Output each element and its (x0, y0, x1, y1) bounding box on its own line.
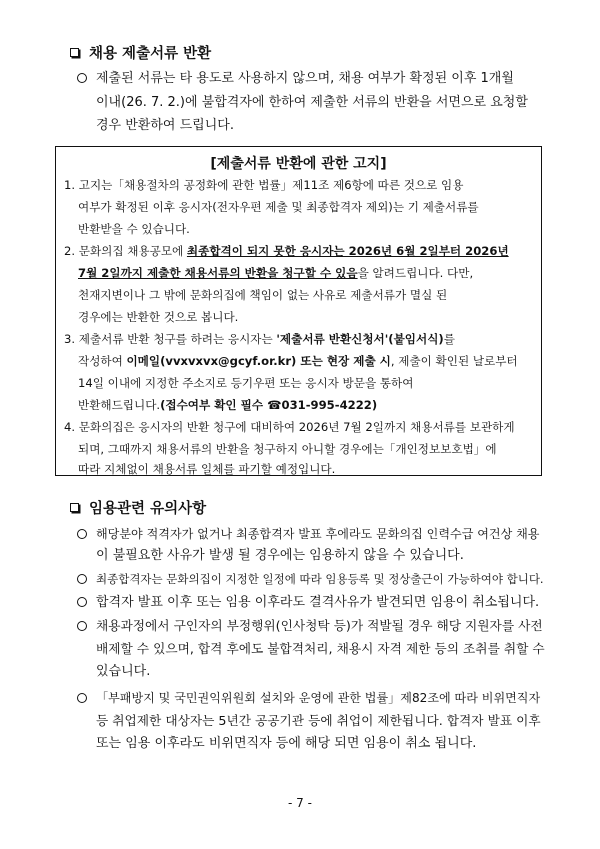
notice-item-3-line: 반환해드립니다.(접수여부 확인 필수 ☎031-995-4222) (78, 398, 378, 412)
circle-bullet-icon (77, 597, 87, 607)
notice-emphasis: 최종합격이 되지 못한 응시자는 2026년 6월 2일부터 2026년 (186, 244, 509, 258)
notice-item-4-line: 4. 문화의집은 응시자의 반환 청구에 대비하여 2026년 7월 2일까지 채용서류를 보관하게 (64, 420, 515, 434)
bullet-line: 「부패방지 및 국민권익위원회 설치와 운영에 관한 법률」제82조에 따라 비위면직자 (77, 689, 540, 707)
notice-item-2-line: 2. 문화의집 채용공모에 최종합격이 되지 못한 응시자는 2026년 6월 2일부터 2026년 (64, 244, 509, 258)
notice-item-1-line: 반환받을 수 있습니다. (78, 222, 190, 236)
page-number: - 7 - (288, 796, 312, 810)
bullet-line-cont: 배제할 수 있으며, 합격 후에도 불합격처리, 채용시 자격 제한 등의 조취를 취할 수 (96, 641, 545, 656)
notice-item-2-line: 경우에는 반환한 것으로 봅니다. (78, 310, 239, 324)
section-heading-text: 채용 제출서류 반환 (89, 46, 212, 62)
square-bullet-icon (70, 503, 79, 512)
section-heading-text: 임용관련 유의사항 (89, 501, 207, 517)
circle-bullet-icon (77, 693, 87, 703)
section-heading-document-return (70, 42, 211, 63)
notice-item-3-line: 14일 이내에 지정한 주소지로 등기우편 또는 응시자 방문을 통하여 (78, 376, 414, 390)
circle-bullet-icon (77, 529, 87, 539)
notice-item-4-line: 되며, 그때까지 채용서류의 반환을 청구하지 아니할 경우에는「개인정보보호법」에 (78, 442, 497, 456)
bullet-line-cont: 이내(26. 7. 2.)에 불합격자에 한하여 제출한 서류의 반환을 서면으로 요청할 (96, 95, 528, 110)
circle-bullet-icon (77, 621, 87, 631)
bullet-line-cont: 있습니다. (96, 664, 151, 679)
circle-bullet-icon (77, 574, 87, 584)
bullet-line-cont: 등 취업제한 대상자는 5년간 공공기관 등에 취업이 제한됩니다. 합격자 발표 이후 (96, 713, 541, 728)
notice-emphasis: '제출서류 반환신청서'(붙임서식) (276, 332, 444, 346)
notice-emphasis: (접수여부 확인 필수 ☎031-995-4222) (160, 398, 378, 412)
bullet-line-cont: 경우 반환하여 드립니다. (96, 118, 234, 133)
notice-item-1-line: 1. 고지는「채용절차의 공정화에 관한 법률」제11조 제6항에 따른 것으로 임용 (64, 178, 464, 192)
square-bullet-icon (70, 48, 79, 57)
bullet-line: 제출된 서류는 타 용도로 사용하지 않으며, 채용 여부가 확정된 이후 1개월 (77, 70, 514, 88)
bullet-line: 해당분야 적격자가 없거나 최종합격자 발표 후에라도 문화의집 인력수급 여건상 채용 (77, 525, 540, 543)
notice-emphasis: 이메일(vvxvxvx@gcyf.or.kr) 또는 현장 제출 시 (126, 354, 391, 368)
notice-title: [제출서류 반환에 관한 고지] (210, 156, 387, 172)
bullet-line: 합격자 발표 이후 또는 임용 이후라도 결격사유가 발견되면 임용이 취소됩니다. (77, 594, 539, 612)
circle-bullet-icon (77, 73, 87, 83)
notice-item-1-line: 여부가 확정된 이후 응시자(전자우편 제출 및 최종합격자 제외)는 기 제출서류를 (78, 200, 479, 214)
bullet-line: 채용과정에서 구인자의 부정행위(인사청탁 등)가 적발될 경우 해당 지원자를 사전 (77, 617, 543, 635)
notice-item-3-line: 작성하여 이메일(vvxvxvx@gcyf.or.kr) 또는 현장 제출 시, 제출이 확인된 날로부터 (78, 354, 518, 368)
notice-item-3-line: 3. 제출서류 반환 청구를 하려는 응시자는 '제출서류 반환신청서'(붙임서식)를 (64, 332, 455, 346)
notice-item-2-line: 천재지변이나 그 밖에 문화의집에 책임이 없는 사유로 제출서류가 멸실 된 (78, 288, 448, 302)
notice-item-2-line: 7월 2일까지 제출한 채용서류의 반환을 청구할 수 있음을 알려드립니다. 다만, (78, 266, 474, 280)
bullet-line-cont: 이 불필요한 사유가 발생 될 경우에는 임용하지 않을 수 있습니다. (96, 548, 464, 563)
bullet-line: 최종합격자는 문화의집이 지정한 일정에 따라 임용등록 및 정상출근이 가능하여야 합니다. (77, 570, 544, 588)
bullet-line-cont: 또는 임용 이후라도 비위면직자 등에 해당 되면 임용이 취소 됩니다. (96, 736, 477, 751)
section-heading-appointment-notes (70, 497, 206, 518)
notice-box (55, 146, 542, 476)
notice-emphasis: 7월 2일까지 제출한 채용서류의 반환을 청구할 수 있음 (78, 266, 358, 280)
notice-item-4-line: 따라 지체없이 채용서류 일체를 파기할 예정입니다. (78, 462, 336, 476)
